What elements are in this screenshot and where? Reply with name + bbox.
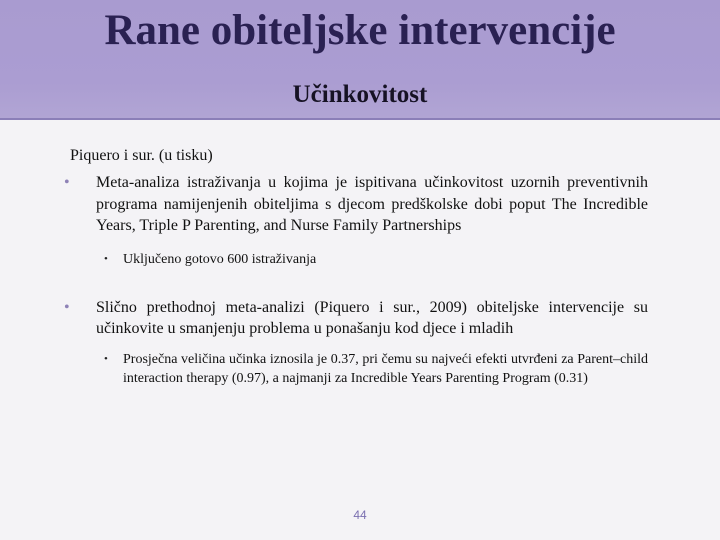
sub-bullet-item xyxy=(70,350,648,388)
slide-body xyxy=(64,146,648,388)
bullet-text: Meta-analiza istraživanja u kojima je ispitivana učinkovitost uzornih preventivnih programa namijenjenih obiteljima s djecom predškolske dobi poput The Incredible Years, Triple P Parenting, and Nurse Family Partnerships xyxy=(96,174,648,234)
sub-bullet-text: Uključeno gotovo 600 istraživanja xyxy=(123,251,317,267)
sub-bullet-icon: • xyxy=(104,352,108,365)
sub-bullet-icon: • xyxy=(104,252,108,265)
slide-subtitle: Učinkovitost xyxy=(292,81,428,108)
slide-title: Rane obiteljske intervencije xyxy=(104,7,616,54)
sub-bullet-item xyxy=(70,250,648,269)
bullet-icon: • xyxy=(64,298,70,316)
source-citation: Piquero i sur. (u tisku) xyxy=(70,147,213,164)
page-number: 44 xyxy=(353,508,367,522)
bullet-icon: • xyxy=(64,174,70,191)
sub-bullet-text: Prosječna veličina učinka iznosila je 0.37, pri čemu su najveći efekti utvrđeni za Parent–child interaction therapy (0.97), a najmanji za Incredible Years Parenting Program (0.31) xyxy=(123,351,648,386)
bullet-text: Slično prethodnoj meta-analizi (Piquero i sur., 2009) obiteljske intervencije su učinkovite u smanjenju problema u ponašanju kod djece i mladih xyxy=(96,298,648,337)
title-banner xyxy=(0,0,720,120)
bullet-item xyxy=(64,297,648,340)
bullet-item xyxy=(64,172,648,237)
